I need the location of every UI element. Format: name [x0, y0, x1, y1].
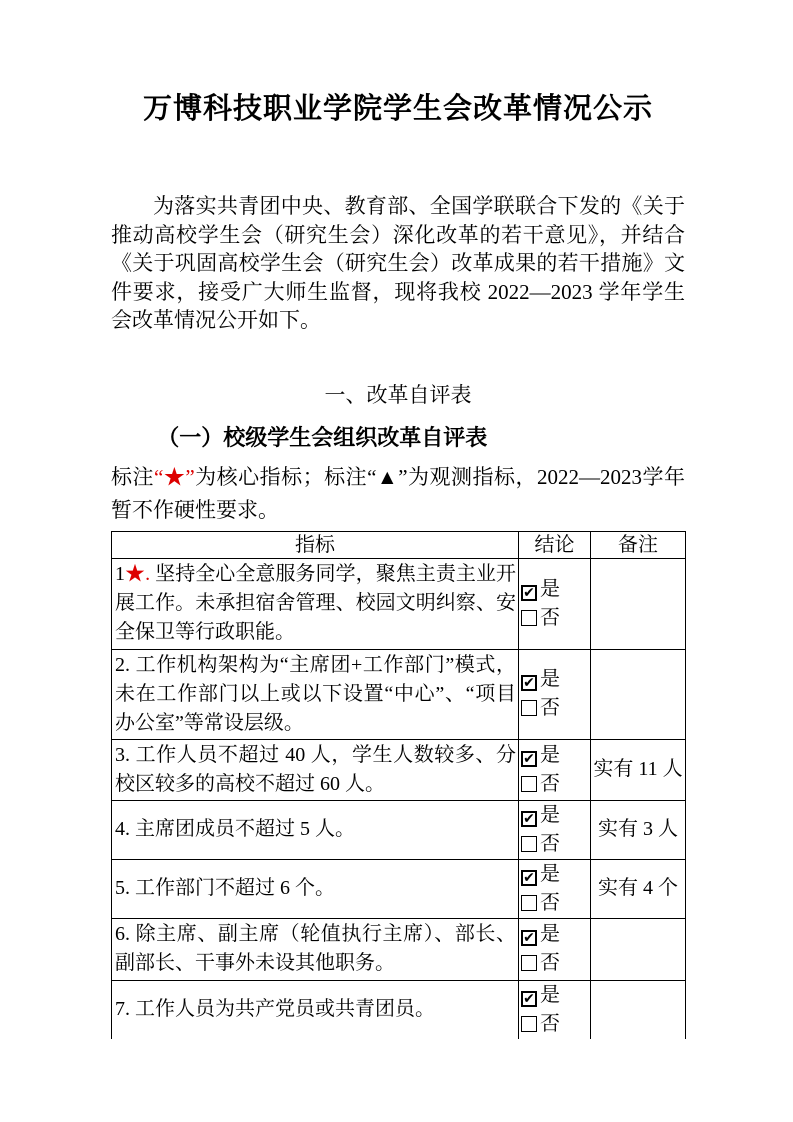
indicator-text: 工作人员不超过 40 人，学生人数较多、分校区较多的高校不超过 60 人。 — [115, 743, 517, 795]
checkbox-checked-icon[interactable]: ✔ — [521, 930, 537, 946]
table-row-1 — [112, 558, 686, 649]
conclusion-cell — [519, 980, 591, 1039]
star-icon: ★. — [125, 563, 156, 585]
core-indicator-star-icon: “★” — [154, 464, 195, 489]
table-row-3 — [112, 739, 686, 800]
indicator-cell — [112, 859, 519, 918]
checkbox-unchecked-icon[interactable] — [521, 700, 537, 716]
yes-label: 是 — [540, 862, 560, 885]
yes-option — [521, 860, 590, 889]
legend-note-rest: 为核心指标；标注“▲”为观测指标，2022—2023学年暂不作硬性要求。 — [111, 464, 685, 522]
section-heading: 一、改革自评表 — [324, 382, 472, 407]
checkbox-checked-icon[interactable]: ✔ — [521, 751, 537, 767]
no-option — [521, 770, 590, 799]
table-row-6 — [112, 918, 686, 980]
conclusion-cell — [519, 918, 591, 980]
indicator-number: 7. — [115, 998, 135, 1020]
yes-label: 是 — [540, 983, 560, 1006]
remark-cell — [591, 558, 686, 649]
column-header-remark: 备注 — [591, 531, 686, 558]
yes-option — [521, 741, 590, 770]
yes-label: 是 — [540, 923, 560, 945]
checkbox-unchecked-icon[interactable] — [521, 955, 537, 971]
checkbox-checked-icon[interactable]: ✔ — [521, 991, 537, 1007]
intro-paragraph: 为落实共青团中央、教育部、全国学联联合下发的《关于推动高校学生会（研究生会）深化改革的若干意见》，并结合《关于巩固高校学生会（研究生会）改革成果的若干措施》文件要求，接受广大师生监督，现将我校 2022—2023 学年学生会改革情况公开如下。 — [111, 194, 685, 332]
indicator-number: 3. — [115, 743, 136, 766]
column-header-conclusion: 结论 — [519, 531, 591, 558]
indicator-number: 4. — [115, 818, 135, 840]
indicator-text: 工作人员为共产党员或共青团员。 — [135, 998, 435, 1020]
yes-option — [521, 920, 590, 949]
remark-cell — [591, 918, 686, 980]
indicator-text: 主席团成员不超过 5 人。 — [135, 818, 355, 840]
no-label: 否 — [540, 952, 560, 974]
indicator-cell — [112, 558, 519, 649]
checkbox-checked-icon[interactable]: ✔ — [521, 675, 537, 691]
conclusion-cell — [519, 859, 591, 918]
no-option — [521, 949, 590, 978]
remark-cell: 实有 3 人 — [591, 800, 686, 859]
conclusion-cell — [519, 558, 591, 649]
no-option — [521, 604, 590, 633]
no-label: 否 — [540, 697, 560, 719]
indicator-cell — [112, 918, 519, 980]
yes-option — [521, 801, 590, 830]
indicator-cell — [112, 739, 519, 800]
indicator-number: 2. — [115, 653, 136, 676]
yes-option — [521, 575, 590, 604]
yes-option — [521, 981, 590, 1010]
legend-note — [111, 461, 685, 527]
conclusion-cell — [519, 739, 591, 800]
yes-label: 是 — [540, 577, 560, 600]
column-header-indicator: 指标 — [112, 531, 519, 558]
table-row-7 — [112, 980, 686, 1039]
table-row-4 — [112, 800, 686, 859]
legend-note-prefix: 标注 — [111, 464, 154, 489]
no-label: 否 — [540, 606, 560, 629]
no-label: 否 — [540, 772, 560, 795]
remark-cell — [591, 649, 686, 739]
yes-option — [521, 665, 590, 694]
checkbox-unchecked-icon[interactable] — [521, 895, 537, 911]
indicator-cell — [112, 980, 519, 1039]
checkbox-checked-icon[interactable]: ✔ — [521, 585, 537, 601]
yes-label: 是 — [540, 668, 560, 690]
document-title: 万博科技职业学院学生会改革情况公示 — [142, 93, 653, 125]
remark-cell: 实有 4 个 — [591, 859, 686, 918]
no-label: 否 — [540, 832, 560, 855]
self-evaluation-table — [111, 531, 686, 1039]
table-row-2 — [112, 649, 686, 739]
checkbox-checked-icon[interactable]: ✔ — [521, 811, 537, 827]
indicator-number: 1 — [115, 563, 125, 585]
yes-label: 是 — [540, 803, 560, 826]
conclusion-cell — [519, 649, 591, 739]
no-option — [521, 694, 590, 723]
no-label: 否 — [540, 891, 560, 914]
no-option — [521, 1010, 590, 1039]
no-option — [521, 889, 590, 918]
indicator-cell — [112, 649, 519, 739]
indicator-number: 6. — [115, 923, 136, 945]
checkbox-unchecked-icon[interactable] — [521, 776, 537, 792]
remark-cell — [591, 980, 686, 1039]
checkbox-unchecked-icon[interactable] — [521, 610, 537, 626]
checkbox-unchecked-icon[interactable] — [521, 1016, 537, 1032]
checkbox-checked-icon[interactable]: ✔ — [521, 870, 537, 886]
indicator-text: 坚持全心全意服务同学，聚焦主责主业开展工作。未承担宿舍管理、校园文明纠察、安全保卫等行政职能。 — [115, 563, 517, 643]
indicator-text: 工作部门不超过 6 个。 — [135, 877, 335, 899]
table-row-5 — [112, 859, 686, 918]
no-label: 否 — [540, 1012, 560, 1035]
indicator-text: 除主席、副主席（轮值执行主席）、部长、副部长、干事外未设其他职务。 — [115, 923, 517, 974]
document-body — [111, 0, 685, 1039]
indicator-text: 工作机构架构为“主席团+工作部门”模式，未在工作部门以上或以下设置“中心”、“项目办公室”等常设层级。 — [115, 653, 516, 734]
indicator-cell — [112, 800, 519, 859]
checkbox-unchecked-icon[interactable] — [521, 836, 537, 852]
subsection-heading: （一）校级学生会组织改革自评表 — [157, 424, 488, 450]
conclusion-cell — [519, 800, 591, 859]
remark-cell: 实有 11 人 — [591, 739, 686, 800]
no-option — [521, 830, 590, 859]
table-header-row — [112, 531, 686, 558]
indicator-number: 5. — [115, 877, 135, 899]
yes-label: 是 — [540, 743, 560, 766]
